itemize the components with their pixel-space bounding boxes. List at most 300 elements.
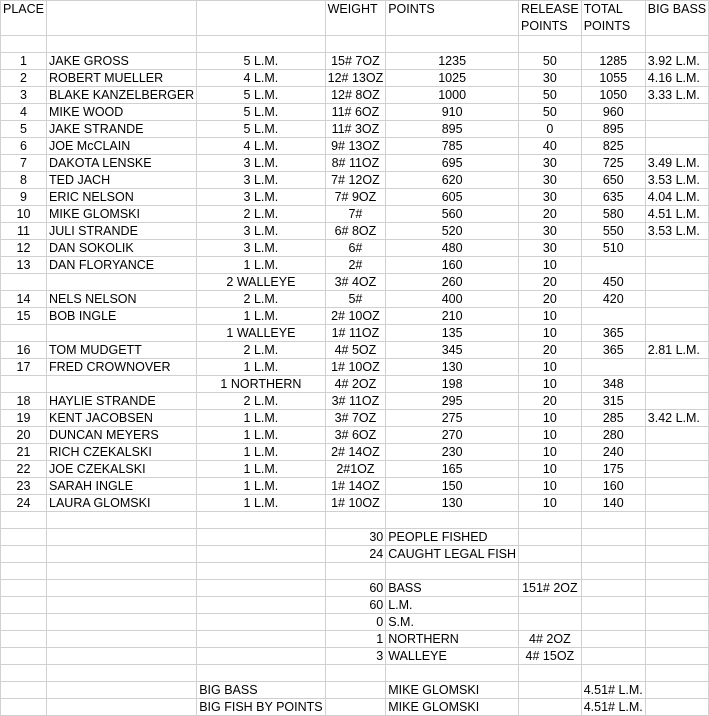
release-points-cell[interactable]: 50 — [519, 104, 582, 121]
big-bass-cell[interactable] — [645, 274, 708, 291]
empty-cell[interactable] — [581, 529, 645, 546]
total-points-cell[interactable]: 895 — [581, 121, 645, 138]
empty-cell[interactable] — [519, 529, 582, 546]
catch-cell[interactable]: 1 L.M. — [197, 478, 325, 495]
big-bass-cell[interactable]: 4.16 L.M. — [645, 70, 708, 87]
summary-label[interactable]: NORTHERN — [386, 631, 519, 648]
summary-label[interactable]: CAUGHT LEGAL FISH — [386, 546, 519, 563]
place-cell[interactable]: 12 — [1, 240, 47, 257]
total-points-cell[interactable]: 365 — [581, 325, 645, 342]
place-cell[interactable]: 14 — [1, 291, 47, 308]
place-cell[interactable]: 13 — [1, 257, 47, 274]
weight-cell[interactable]: 1# 10OZ — [325, 495, 386, 512]
big-bass-cell[interactable]: 3.92 L.M. — [645, 53, 708, 70]
points-cell[interactable]: 130 — [386, 495, 519, 512]
big-bass-cell[interactable] — [645, 104, 708, 121]
place-cell[interactable]: 18 — [1, 393, 47, 410]
place-cell[interactable] — [1, 274, 47, 291]
empty-cell[interactable] — [197, 546, 325, 563]
empty-cell[interactable] — [581, 665, 645, 682]
total-points-cell[interactable] — [581, 308, 645, 325]
empty-cell[interactable] — [386, 512, 519, 529]
weight-cell[interactable]: 1# 14OZ — [325, 478, 386, 495]
catch-cell[interactable]: 5 L.M. — [197, 121, 325, 138]
place-cell[interactable]: 3 — [1, 87, 47, 104]
points-cell[interactable]: 160 — [386, 257, 519, 274]
weight-cell[interactable]: 4# 2OZ — [325, 376, 386, 393]
big-bass-cell[interactable] — [645, 495, 708, 512]
weight-cell[interactable]: 1# 11OZ — [325, 325, 386, 342]
weight-cell[interactable]: 9# 13OZ — [325, 138, 386, 155]
release-points-cell[interactable]: 10 — [519, 478, 582, 495]
big-bass-cell[interactable]: 3.33 L.M. — [645, 87, 708, 104]
col-header-weight[interactable]: WEIGHT — [325, 1, 386, 36]
empty-cell[interactable] — [645, 36, 708, 53]
empty-cell[interactable] — [519, 614, 582, 631]
empty-cell[interactable] — [581, 631, 645, 648]
empty-cell[interactable] — [1, 682, 47, 699]
total-points-cell[interactable]: 510 — [581, 240, 645, 257]
release-points-cell[interactable]: 10 — [519, 461, 582, 478]
points-cell[interactable]: 400 — [386, 291, 519, 308]
award-value[interactable]: 4.51# L.M. — [581, 699, 645, 716]
total-points-cell[interactable]: 580 — [581, 206, 645, 223]
empty-cell[interactable] — [581, 597, 645, 614]
empty-cell[interactable] — [47, 597, 197, 614]
release-points-cell[interactable]: 10 — [519, 495, 582, 512]
catch-cell[interactable]: 2 L.M. — [197, 393, 325, 410]
summary-count[interactable]: 60 — [325, 597, 386, 614]
angler-name-cell[interactable]: NELS NELSON — [47, 291, 197, 308]
empty-cell[interactable] — [1, 614, 47, 631]
release-points-cell[interactable]: 30 — [519, 189, 582, 206]
catch-cell[interactable]: 3 L.M. — [197, 155, 325, 172]
points-cell[interactable]: 520 — [386, 223, 519, 240]
empty-cell[interactable] — [197, 597, 325, 614]
total-points-cell[interactable]: 285 — [581, 410, 645, 427]
points-cell[interactable]: 605 — [386, 189, 519, 206]
catch-cell[interactable]: 1 L.M. — [197, 359, 325, 376]
release-points-cell[interactable]: 20 — [519, 274, 582, 291]
release-points-cell[interactable]: 30 — [519, 240, 582, 257]
summary-label[interactable]: S.M. — [386, 614, 519, 631]
place-cell[interactable]: 19 — [1, 410, 47, 427]
empty-cell[interactable] — [386, 36, 519, 53]
empty-cell[interactable] — [197, 36, 325, 53]
total-points-cell[interactable]: 160 — [581, 478, 645, 495]
empty-cell[interactable] — [645, 546, 708, 563]
big-bass-cell[interactable]: 4.04 L.M. — [645, 189, 708, 206]
empty-cell[interactable] — [47, 546, 197, 563]
angler-name-cell[interactable]: MIKE GLOMSKI — [47, 206, 197, 223]
weight-cell[interactable]: 2# — [325, 257, 386, 274]
summary-count[interactable]: 1 — [325, 631, 386, 648]
big-bass-cell[interactable] — [645, 291, 708, 308]
total-points-cell[interactable]: 140 — [581, 495, 645, 512]
award-value[interactable]: 4.51# L.M. — [581, 682, 645, 699]
award-label[interactable]: BIG BASS — [197, 682, 325, 699]
weight-cell[interactable]: 6# 8OZ — [325, 223, 386, 240]
place-cell[interactable] — [1, 325, 47, 342]
points-cell[interactable]: 1000 — [386, 87, 519, 104]
place-cell[interactable]: 22 — [1, 461, 47, 478]
weight-cell[interactable]: 6# — [325, 240, 386, 257]
points-cell[interactable]: 345 — [386, 342, 519, 359]
big-bass-cell[interactable]: 3.53 L.M. — [645, 172, 708, 189]
weight-cell[interactable]: 3# 4OZ — [325, 274, 386, 291]
empty-cell[interactable] — [197, 580, 325, 597]
points-cell[interactable]: 210 — [386, 308, 519, 325]
release-points-cell[interactable]: 10 — [519, 427, 582, 444]
angler-name-cell[interactable]: ERIC NELSON — [47, 189, 197, 206]
points-cell[interactable]: 295 — [386, 393, 519, 410]
empty-cell[interactable] — [581, 648, 645, 665]
angler-name-cell[interactable]: ROBERT MUELLER — [47, 70, 197, 87]
place-cell[interactable]: 5 — [1, 121, 47, 138]
catch-cell[interactable]: 2 L.M. — [197, 291, 325, 308]
weight-cell[interactable]: 15# 7OZ — [325, 53, 386, 70]
summary-weight[interactable]: 4# 15OZ — [519, 648, 582, 665]
big-bass-cell[interactable] — [645, 240, 708, 257]
angler-name-cell[interactable] — [47, 274, 197, 291]
place-cell[interactable]: 17 — [1, 359, 47, 376]
big-bass-cell[interactable] — [645, 121, 708, 138]
angler-name-cell[interactable]: DUNCAN MEYERS — [47, 427, 197, 444]
empty-cell[interactable] — [1, 512, 47, 529]
release-points-cell[interactable]: 40 — [519, 138, 582, 155]
catch-cell[interactable]: 1 L.M. — [197, 461, 325, 478]
empty-cell[interactable] — [197, 563, 325, 580]
empty-cell[interactable] — [1, 631, 47, 648]
release-points-cell[interactable]: 50 — [519, 53, 582, 70]
col-header-big-bass[interactable]: BIG BASS — [645, 1, 708, 36]
place-cell[interactable]: 4 — [1, 104, 47, 121]
big-bass-cell[interactable] — [645, 359, 708, 376]
summary-weight[interactable]: 151# 2OZ — [519, 580, 582, 597]
angler-name-cell[interactable]: KENT JACOBSEN — [47, 410, 197, 427]
catch-cell[interactable]: 2 WALLEYE — [197, 274, 325, 291]
empty-cell[interactable] — [386, 563, 519, 580]
place-cell[interactable]: 15 — [1, 308, 47, 325]
empty-cell[interactable] — [47, 36, 197, 53]
big-bass-cell[interactable] — [645, 393, 708, 410]
weight-cell[interactable]: 2# 10OZ — [325, 308, 386, 325]
place-cell[interactable]: 2 — [1, 70, 47, 87]
weight-cell[interactable]: 1# 10OZ — [325, 359, 386, 376]
place-cell[interactable] — [1, 376, 47, 393]
points-cell[interactable]: 270 — [386, 427, 519, 444]
catch-cell[interactable]: 4 L.M. — [197, 70, 325, 87]
place-cell[interactable]: 1 — [1, 53, 47, 70]
big-bass-cell[interactable] — [645, 308, 708, 325]
empty-cell[interactable] — [47, 648, 197, 665]
points-cell[interactable]: 895 — [386, 121, 519, 138]
angler-name-cell[interactable]: DAKOTA LENSKE — [47, 155, 197, 172]
empty-cell[interactable] — [197, 665, 325, 682]
angler-name-cell[interactable] — [47, 325, 197, 342]
release-points-cell[interactable]: 20 — [519, 393, 582, 410]
empty-cell[interactable] — [645, 512, 708, 529]
col-header-catch[interactable] — [197, 1, 325, 36]
total-points-cell[interactable]: 280 — [581, 427, 645, 444]
catch-cell[interactable]: 3 L.M. — [197, 240, 325, 257]
total-points-cell[interactable]: 960 — [581, 104, 645, 121]
catch-cell[interactable]: 1 L.M. — [197, 495, 325, 512]
empty-cell[interactable] — [47, 614, 197, 631]
catch-cell[interactable]: 1 L.M. — [197, 257, 325, 274]
empty-cell[interactable] — [47, 699, 197, 716]
release-points-cell[interactable]: 30 — [519, 172, 582, 189]
points-cell[interactable]: 275 — [386, 410, 519, 427]
angler-name-cell[interactable] — [47, 376, 197, 393]
release-points-cell[interactable]: 10 — [519, 325, 582, 342]
big-bass-cell[interactable] — [645, 325, 708, 342]
total-points-cell[interactable] — [581, 359, 645, 376]
points-cell[interactable]: 198 — [386, 376, 519, 393]
big-bass-cell[interactable] — [645, 478, 708, 495]
empty-cell[interactable] — [47, 631, 197, 648]
empty-cell[interactable] — [197, 631, 325, 648]
points-cell[interactable]: 1235 — [386, 53, 519, 70]
summary-label[interactable]: PEOPLE FISHED — [386, 529, 519, 546]
weight-cell[interactable]: 11# 6OZ — [325, 104, 386, 121]
empty-cell[interactable] — [645, 614, 708, 631]
place-cell[interactable]: 16 — [1, 342, 47, 359]
weight-cell[interactable]: 2#1OZ — [325, 461, 386, 478]
summary-count[interactable]: 0 — [325, 614, 386, 631]
summary-label[interactable]: L.M. — [386, 597, 519, 614]
angler-name-cell[interactable]: TED JACH — [47, 172, 197, 189]
big-bass-cell[interactable] — [645, 444, 708, 461]
big-bass-cell[interactable]: 4.51 L.M. — [645, 206, 708, 223]
total-points-cell[interactable]: 1055 — [581, 70, 645, 87]
catch-cell[interactable]: 2 L.M. — [197, 342, 325, 359]
weight-cell[interactable]: 7# 9OZ — [325, 189, 386, 206]
catch-cell[interactable]: 1 WALLEYE — [197, 325, 325, 342]
angler-name-cell[interactable]: JULI STRANDE — [47, 223, 197, 240]
empty-cell[interactable] — [645, 699, 708, 716]
weight-cell[interactable]: 11# 3OZ — [325, 121, 386, 138]
col-header-release-points[interactable]: RELEASE POINTS — [519, 1, 582, 36]
angler-name-cell[interactable]: LAURA GLOMSKI — [47, 495, 197, 512]
catch-cell[interactable]: 3 L.M. — [197, 189, 325, 206]
angler-name-cell[interactable]: RICH CZEKALSKI — [47, 444, 197, 461]
weight-cell[interactable]: 3# 7OZ — [325, 410, 386, 427]
angler-name-cell[interactable]: DAN SOKOLIK — [47, 240, 197, 257]
total-points-cell[interactable]: 1050 — [581, 87, 645, 104]
catch-cell[interactable]: 1 L.M. — [197, 444, 325, 461]
empty-cell[interactable] — [519, 682, 582, 699]
summary-weight[interactable]: 4# 2OZ — [519, 631, 582, 648]
total-points-cell[interactable]: 365 — [581, 342, 645, 359]
empty-cell[interactable] — [1, 563, 47, 580]
empty-cell[interactable] — [1, 36, 47, 53]
empty-cell[interactable] — [645, 631, 708, 648]
total-points-cell[interactable]: 725 — [581, 155, 645, 172]
empty-cell[interactable] — [645, 563, 708, 580]
release-points-cell[interactable]: 10 — [519, 257, 582, 274]
empty-cell[interactable] — [519, 546, 582, 563]
big-bass-cell[interactable]: 2.81 L.M. — [645, 342, 708, 359]
catch-cell[interactable]: 1 L.M. — [197, 308, 325, 325]
release-points-cell[interactable]: 20 — [519, 342, 582, 359]
weight-cell[interactable]: 4# 5OZ — [325, 342, 386, 359]
big-bass-cell[interactable] — [645, 138, 708, 155]
empty-cell[interactable] — [581, 512, 645, 529]
angler-name-cell[interactable]: JOE McCLAIN — [47, 138, 197, 155]
place-cell[interactable]: 6 — [1, 138, 47, 155]
release-points-cell[interactable]: 30 — [519, 155, 582, 172]
angler-name-cell[interactable]: DAN FLORYANCE — [47, 257, 197, 274]
empty-cell[interactable] — [1, 648, 47, 665]
weight-cell[interactable]: 3# 11OZ — [325, 393, 386, 410]
total-points-cell[interactable]: 825 — [581, 138, 645, 155]
place-cell[interactable]: 10 — [1, 206, 47, 223]
empty-cell[interactable] — [581, 563, 645, 580]
points-cell[interactable]: 785 — [386, 138, 519, 155]
total-points-cell[interactable]: 1285 — [581, 53, 645, 70]
place-cell[interactable]: 20 — [1, 427, 47, 444]
release-points-cell[interactable]: 10 — [519, 359, 582, 376]
release-points-cell[interactable]: 0 — [519, 121, 582, 138]
summary-label[interactable]: WALLEYE — [386, 648, 519, 665]
empty-cell[interactable] — [645, 597, 708, 614]
angler-name-cell[interactable]: TOM MUDGETT — [47, 342, 197, 359]
total-points-cell[interactable]: 450 — [581, 274, 645, 291]
catch-cell[interactable]: 1 L.M. — [197, 427, 325, 444]
place-cell[interactable]: 24 — [1, 495, 47, 512]
angler-name-cell[interactable]: JAKE STRANDE — [47, 121, 197, 138]
empty-cell[interactable] — [1, 665, 47, 682]
angler-name-cell[interactable]: SARAH INGLE — [47, 478, 197, 495]
catch-cell[interactable]: 2 L.M. — [197, 206, 325, 223]
summary-label[interactable]: BASS — [386, 580, 519, 597]
release-points-cell[interactable]: 50 — [519, 87, 582, 104]
empty-cell[interactable] — [47, 665, 197, 682]
empty-cell[interactable] — [197, 512, 325, 529]
col-header-place[interactable]: PLACE — [1, 1, 47, 36]
empty-cell[interactable] — [325, 682, 386, 699]
release-points-cell[interactable]: 30 — [519, 223, 582, 240]
angler-name-cell[interactable]: JOE CZEKALSKI — [47, 461, 197, 478]
points-cell[interactable]: 1025 — [386, 70, 519, 87]
empty-cell[interactable] — [1, 699, 47, 716]
weight-cell[interactable]: 2# 14OZ — [325, 444, 386, 461]
weight-cell[interactable]: 3# 6OZ — [325, 427, 386, 444]
empty-cell[interactable] — [519, 36, 582, 53]
total-points-cell[interactable]: 420 — [581, 291, 645, 308]
empty-cell[interactable] — [519, 699, 582, 716]
points-cell[interactable]: 480 — [386, 240, 519, 257]
catch-cell[interactable]: 1 NORTHERN — [197, 376, 325, 393]
release-points-cell[interactable]: 10 — [519, 376, 582, 393]
release-points-cell[interactable]: 10 — [519, 308, 582, 325]
points-cell[interactable]: 135 — [386, 325, 519, 342]
big-bass-cell[interactable] — [645, 461, 708, 478]
release-points-cell[interactable]: 10 — [519, 444, 582, 461]
weight-cell[interactable]: 12# 8OZ — [325, 87, 386, 104]
release-points-cell[interactable]: 20 — [519, 291, 582, 308]
catch-cell[interactable]: 5 L.M. — [197, 87, 325, 104]
empty-cell[interactable] — [645, 648, 708, 665]
angler-name-cell[interactable]: JAKE GROSS — [47, 53, 197, 70]
empty-cell[interactable] — [325, 699, 386, 716]
points-cell[interactable]: 130 — [386, 359, 519, 376]
place-cell[interactable]: 11 — [1, 223, 47, 240]
big-bass-cell[interactable] — [645, 257, 708, 274]
empty-cell[interactable] — [519, 597, 582, 614]
place-cell[interactable]: 8 — [1, 172, 47, 189]
empty-cell[interactable] — [197, 529, 325, 546]
total-points-cell[interactable]: 240 — [581, 444, 645, 461]
points-cell[interactable]: 260 — [386, 274, 519, 291]
empty-cell[interactable] — [1, 597, 47, 614]
empty-cell[interactable] — [581, 546, 645, 563]
points-cell[interactable]: 910 — [386, 104, 519, 121]
angler-name-cell[interactable]: BOB INGLE — [47, 308, 197, 325]
col-header-name[interactable] — [47, 1, 197, 36]
empty-cell[interactable] — [645, 682, 708, 699]
angler-name-cell[interactable]: BLAKE KANZELBERGER — [47, 87, 197, 104]
empty-cell[interactable] — [47, 580, 197, 597]
empty-cell[interactable] — [581, 614, 645, 631]
empty-cell[interactable] — [47, 563, 197, 580]
place-cell[interactable]: 9 — [1, 189, 47, 206]
col-header-total-points[interactable]: TOTAL POINTS — [581, 1, 645, 36]
total-points-cell[interactable]: 175 — [581, 461, 645, 478]
empty-cell[interactable] — [1, 546, 47, 563]
total-points-cell[interactable]: 635 — [581, 189, 645, 206]
big-bass-cell[interactable] — [645, 427, 708, 444]
points-cell[interactable]: 230 — [386, 444, 519, 461]
empty-cell[interactable] — [645, 665, 708, 682]
empty-cell[interactable] — [519, 665, 582, 682]
empty-cell[interactable] — [325, 512, 386, 529]
total-points-cell[interactable]: 550 — [581, 223, 645, 240]
empty-cell[interactable] — [581, 36, 645, 53]
points-cell[interactable]: 620 — [386, 172, 519, 189]
empty-cell[interactable] — [197, 648, 325, 665]
release-points-cell[interactable]: 10 — [519, 410, 582, 427]
empty-cell[interactable] — [197, 614, 325, 631]
summary-count[interactable]: 30 — [325, 529, 386, 546]
empty-cell[interactable] — [645, 580, 708, 597]
big-bass-cell[interactable] — [645, 376, 708, 393]
catch-cell[interactable]: 5 L.M. — [197, 53, 325, 70]
release-points-cell[interactable]: 20 — [519, 206, 582, 223]
empty-cell[interactable] — [519, 512, 582, 529]
place-cell[interactable]: 23 — [1, 478, 47, 495]
empty-cell[interactable] — [645, 529, 708, 546]
weight-cell[interactable]: 5# — [325, 291, 386, 308]
summary-count[interactable]: 24 — [325, 546, 386, 563]
empty-cell[interactable] — [581, 580, 645, 597]
total-points-cell[interactable] — [581, 257, 645, 274]
empty-cell[interactable] — [519, 563, 582, 580]
big-bass-cell[interactable]: 3.49 L.M. — [645, 155, 708, 172]
empty-cell[interactable] — [1, 529, 47, 546]
place-cell[interactable]: 21 — [1, 444, 47, 461]
weight-cell[interactable]: 12# 13OZ — [325, 70, 386, 87]
points-cell[interactable]: 560 — [386, 206, 519, 223]
empty-cell[interactable] — [325, 563, 386, 580]
award-label[interactable]: BIG FISH BY POINTS — [197, 699, 325, 716]
catch-cell[interactable]: 1 L.M. — [197, 410, 325, 427]
weight-cell[interactable]: 8# 11OZ — [325, 155, 386, 172]
angler-name-cell[interactable]: HAYLIE STRANDE — [47, 393, 197, 410]
big-bass-cell[interactable]: 3.53 L.M. — [645, 223, 708, 240]
points-cell[interactable]: 165 — [386, 461, 519, 478]
